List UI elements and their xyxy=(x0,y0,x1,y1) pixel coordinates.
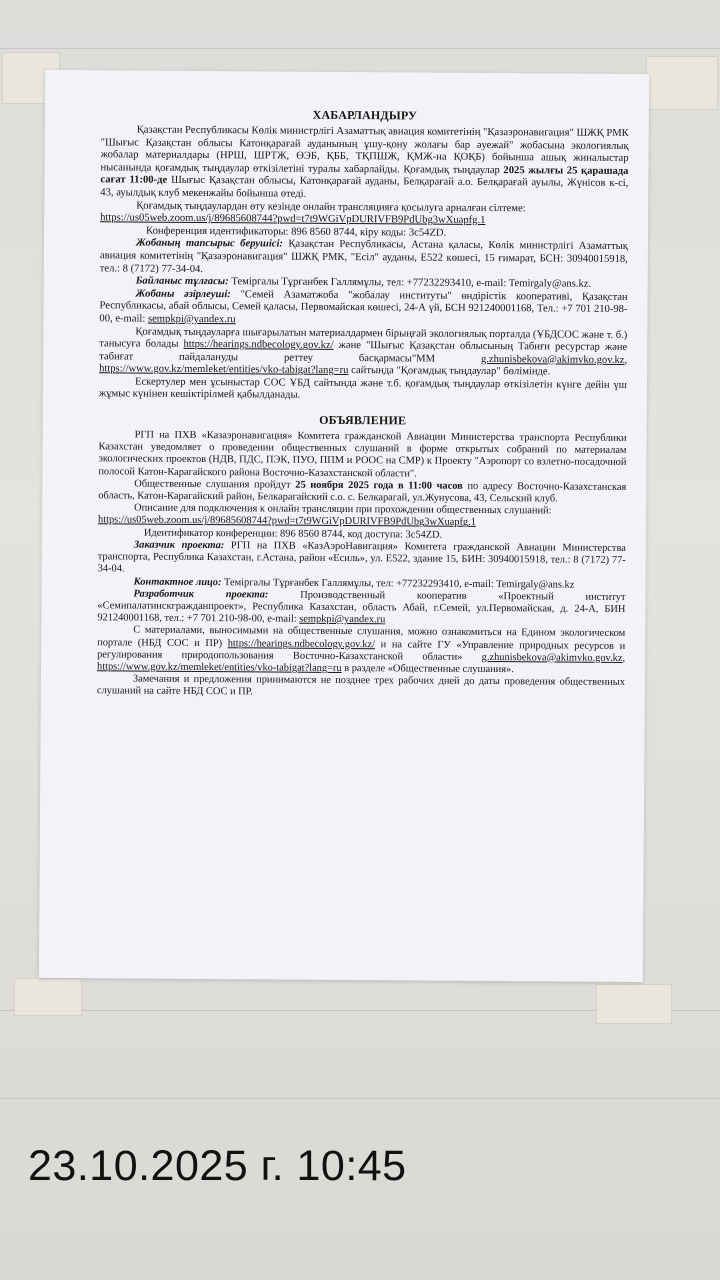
ru-customer: Заказчик проекта: РГП на ПХВ «КазАэроНавигация» Комитета гражданской Авиации Министерства транспорта, Республика Казахстан, г.Астана, район «Есиль», ул. Е522, здание 15, БИН: 30940015918, тел.: 8 (7172) 77-34-04. xyxy=(97,539,626,575)
kz-gov-link[interactable]: https://www.gov.kz/memleket/entities/vko-tabigat?lang=ru xyxy=(99,363,349,377)
kz-customer: Жобаның тапсырыс берушісі: Қазақстан Республикасы, Астана қаласы, Көлік министрлігі Азаматтық авиация комитетінің "Қазаэронавигация" ШЖҚ РМК, "Есіл" ауданы, Е522 көшесі, 15 ғимарат, БСН: 30940015918, тел.: 8 (7172) 77-34-04. xyxy=(99,237,628,275)
kz-intro: Қазақстан Республикасы Көлік министрлігі Азаматтық авиация комитетінің "Қазаэронавигация" ШЖҚ РМК "Шығыс Қазақстан облысы Катонқарағай ауданының ұшу-қону жолағы бар әуежай" жобасына экологиялық жобалар материалдары (НРШ, ШРТЖ, ӨЭБ, ҚББ, ТҚПШЖ, ҚМЖ-на ҚОҚБ) бойынша ашық жиналыстар нысанында қоғамдық тыңдаулар өткізілетіні туралы хабарлайды. Қоғамдық тыңдаулар 2025 жылғы 25 қарашада сағат 11:00-де Шығыс Қазақстан облысы, Катонқарағай ауданы, Белқарағай а.о. Белқарағай ауылы, Жүнісов к-сі, 43, ауылдық клуб мекенжайы бойынша өтеді. xyxy=(100,124,629,200)
tape-top-right xyxy=(646,56,718,110)
wall-seam xyxy=(0,1098,720,1099)
ru-intro: РГП на ПХВ «Казаэронавигация» Комитета гражданской Авиации Министерства транспорта Республики Казахстан уведомляет о проведении общественных слушаний в форме открытых собраний по материалам экологических проектов (НДВ, ПДС, ПЭК, ПУО, ППМ и РООС на СМР) к Проекту "Аэропорт со взлетно-посадочной полосой Катон-Карагайского района Восточно-Казахстанской области". xyxy=(98,429,627,480)
kz-developer: Жобаны әзірлеуші: "Семей Азаматжоба "жобалау институты" өндірістік кооперативі, Қазақстан Республикасы, абай облысы, Семей қаласы, Первомайская көшесі, 24-А үй, БСН 921240001168, Тел.: +7 701 210-98-00, e-mail: sempkpi@yandex.ru xyxy=(99,288,628,326)
ru-remarks: Замечания и предложения принимаются не позднее трех рабочих дней до даты проведения общественных слушаний на сайте НБД СОС и ПР. xyxy=(96,673,625,698)
kz-zoom-link[interactable]: https://us05web.zoom.us/j/89685608744?pwd=t7t9WGiVpDURIVFB9PdUbg3wXuapfg.1 xyxy=(100,212,486,227)
wall-seam xyxy=(0,48,720,49)
notice-sheet xyxy=(39,70,649,982)
kz-online-label: Қоғамдық тыңдаулардан өту кезінде онлайн трансляцияға қосылуға арналған сілтеме: xyxy=(136,200,526,214)
tape-bottom-left xyxy=(14,978,82,1016)
kz-materials: Қоғамдық тыңдауларға шығарылатын материалдармен бірыңғай экологиялық порталда (ҰБДСОС және т. б.) танысуға болады https://hearings.ndbecology.gov.kz/ және "Шығыс Қазақстан облысының Табиғи ресурстар және табиғат пайдалануды реттеу басқармасы"ММ g.zhunisbekova@akimvko.gov.kz, https://www.gov.kz/memleket/entities/vko-tabigat?lang=ru сайтында "Қоғамдық тыңдаулар" бөлімінде. xyxy=(99,326,628,378)
tape-bottom-right xyxy=(596,984,672,1024)
ru-online-label: Описание для подключения к онлайн трансляции при прохождении общественных слушаний: xyxy=(134,502,552,517)
kz-conf-id: Конференция идентификаторы: 896 8560 8744, кіру коды: 3c54ZD. xyxy=(146,225,447,239)
ru-schedule: Общественные слушания пройдут 25 ноября 2025 года в 11:00 часов по адресу Восточно-Казахстанская область, Катон-Карагайский район, Белкарагайский с.о. с. Белкарагай, ул.Жунусова, 43, Сельский клуб. xyxy=(98,478,627,505)
ru-title: ОБЪЯВЛЕНИЕ xyxy=(319,412,407,428)
ru-dev-email[interactable]: sempkpi@yandex.ru xyxy=(299,613,386,626)
kz-remarks: Ескертулер мен ұсыныстар СОС ҰБД сайтында және т.б. қоғамдық тыңдаулар өткізілетін күнге дейін үш жұмыс күнінен кешіктірілмей қабылданады. xyxy=(98,376,628,402)
ru-developer: Разработчик проекта: Производственный кооператив «Проектный институт «Семипалатинскгражданпроект», Республика Казахстан, область Абай, г.Семей, ул.Первомайская, д. 24-А, БИН 921240001168, тел.: +7 701 210-98-00, e-mail: sempkpi@yandex.ru xyxy=(97,588,626,626)
kz-hearings-link[interactable]: https://hearings.ndbecology.gov.kz/ xyxy=(183,338,334,352)
photo-timestamp: 23.10.2025 г. 10:45 xyxy=(28,1142,407,1190)
ru-gov-link[interactable]: https://www.gov.kz/memleket/entities/vko-tabigat?lang=ru xyxy=(96,661,342,674)
kz-dev-email[interactable]: sempkpi@yandex.ru xyxy=(147,313,236,326)
ru-email-link[interactable]: g.zhunisbekova@akimvko.gov.kz xyxy=(481,651,623,664)
ru-zoom-link[interactable]: https://us05web.zoom.us/j/89685608744?pwd=t7t9WGiVpDURIVFB9PdUbg3wXuapfg.1 xyxy=(97,514,476,529)
kz-contact: Байланыс тұлғасы: Теміргалы Тұрғанбек Галлямұлы, тел: +77232293410, e-mail: Temirgaly@ans.kz. xyxy=(135,275,592,290)
kz-email-link[interactable]: g.zhunisbekova@akimvko.gov.kz xyxy=(480,353,625,366)
ru-conf-id: Идентификатор конференции: 896 8560 8744, код доступа: 3c54ZD. xyxy=(143,527,443,541)
ru-materials: С материалами, выносимыми на общественные слушания, можно ознакомиться на Едином экологическом портале (НБД СОС и ПР) https://hearings.ndbecology.gov.kz/ и на сайте ГУ «Управление природных ресурсов и регулирования природопользования Восточно-Казахстанской области» g.zhunisbekova@akimvko.gov.kz, https://www.gov.kz/memleket/entities/vko-tabigat?lang=ru в разделе «Общественные слушания». xyxy=(96,624,626,676)
ru-hearings-link[interactable]: https://hearings.ndbecology.gov.kz/ xyxy=(227,637,376,650)
ru-contact: Контактное лицо: Теміргалы Тұрғанбек Галлямұлы, тел: +77232293410, e-mail: Temirgaly@ans.kz xyxy=(133,576,575,591)
kz-title: ХАБАРЛАНДЫРУ xyxy=(312,107,418,123)
